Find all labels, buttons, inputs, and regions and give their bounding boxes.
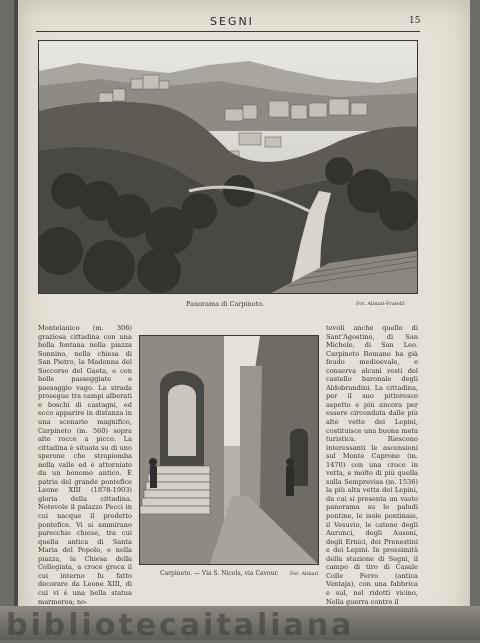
panorama-image	[39, 41, 417, 293]
street-credit: Fot. Alinari	[290, 571, 319, 577]
via-san-nicola-photo	[139, 335, 319, 565]
right-column-text: tevoli anche quelle di Sant'Agostino, di San Michele, di San Leo. Carpineto Romano ha già feudo medioevale, e conserva alcuni resti del castello baronale degli Aldobrandini. La cittadina, per il suo pittoresco aspetto e più ancora per essere circondata dalle più alte vette dei Lepini, costituisce una buona meta turistica. Riescono interessanti le ascensioni sul Monte Caprone (m. 1470) con una croce in vetta, e molto di più quella sulla Semprevisa (m. 1536) la più alta vetta dei Lepini, da cui si presenta un vasto panorama su le paludi pontine, le isole pontinaie, il Vesuvio, le catene degli Aurunci, degli Ausoni, degli Ernici, dei Prenestini e dei Lepini. In prossimità della stazione di Segni, il campo di tiro di Casale Colle Ferro (antica Ventaja), con una fabbrica e sul, nel ridotti vicino, Nella guerra contro il	[326, 324, 418, 606]
watermark-logo: bibliotecaitaliana	[6, 608, 355, 643]
running-header-title: SEGNI	[210, 15, 254, 28]
street-caption: Carpineto. — Via S. Nicola, via Cavour.	[160, 570, 279, 577]
right-text-column	[326, 324, 418, 606]
panorama-credit: Fot. Alinari-Fratelli	[356, 301, 405, 307]
header-rule	[36, 31, 420, 32]
carpineto-panorama-photo	[38, 40, 418, 294]
left-text-column	[38, 324, 132, 606]
page-number: 15	[409, 16, 421, 26]
left-column-text: Montelanico (m. 306) graziosa cittadina con una bella fontana nella piazza Sonnino, nella chiesa di San Pietro, la Madonna del Soccorso del Gaeta, e con belle passeggiate e paesaggio vago. La strada prosegue tra campi alberati e boschi di castagni, ed ecco apparire in distanza in una scenario magnifico, Carpineto (m. 560) sopra alte rocce a picco. La cittadina è situata su di uno sperone che strapiomba nella valle ed è attorniato da un bonomo antico. È patria del grande pontefice Leone XIII (1878-1903) gloria della cittadina. Notevole il palazzo Pecci in cui nacque il predetto pontefice. Vi si ammirano parecchie chiese, tra cui quella antica di Santa Maria del Popolo, e nella piazza, la Chiesa della Collegiata, a croce greca il cui interno fu fatto decorare da Leone XIII, di cui vi è una bella statua marmorea; no-	[38, 324, 132, 606]
panorama-caption: Panorama di Carpineto.	[186, 300, 265, 308]
street-image	[140, 336, 318, 564]
